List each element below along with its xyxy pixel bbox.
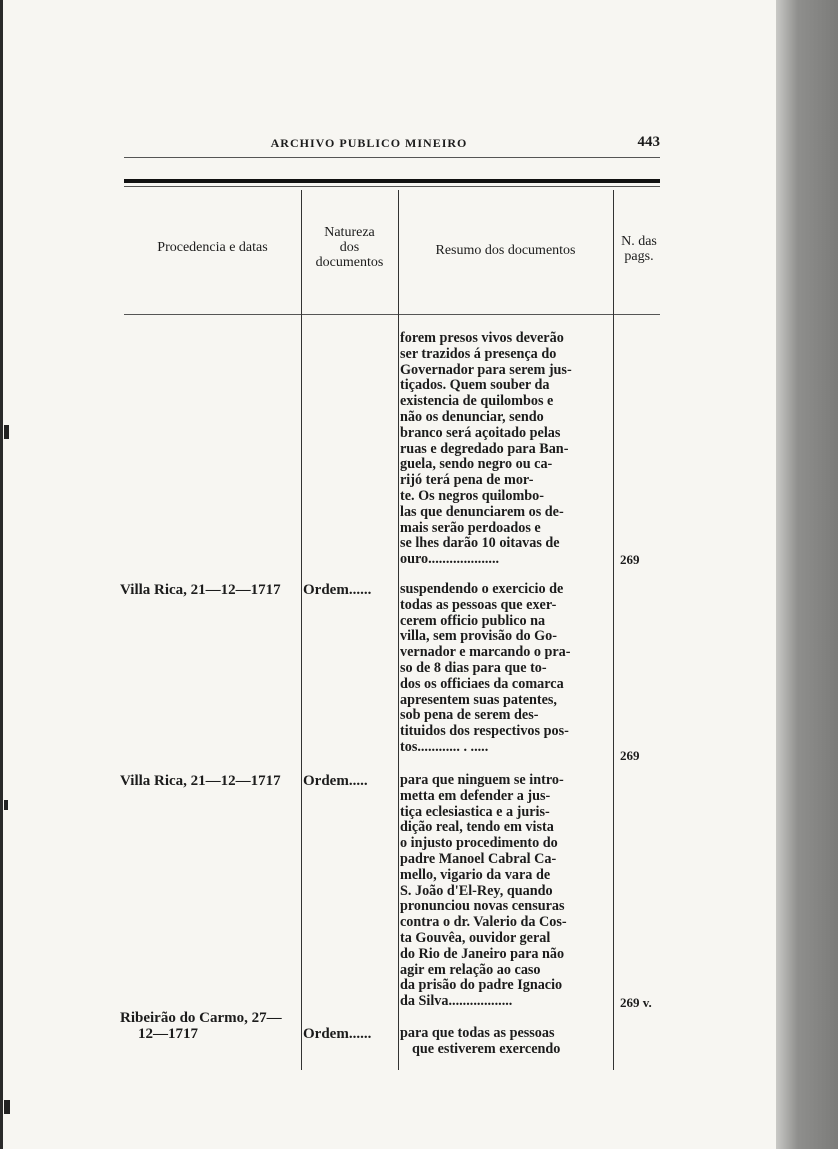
running-header [124, 136, 660, 156]
row-page: 269 [620, 552, 640, 567]
header-rule [124, 157, 660, 158]
row-natureza: Ordem..... [303, 773, 368, 789]
running-title: ARCHIVO PUBLICO MINEIRO [270, 136, 468, 150]
column-divider [613, 190, 614, 1070]
column-divider [398, 190, 399, 1070]
row-procedencia: Ribeirão do Carmo, 27— 12—1717 [120, 1010, 282, 1042]
table-top-rule-2 [124, 186, 660, 187]
row-natureza: Ordem...... [303, 1026, 372, 1042]
row-procedencia: Villa Rica, 21—12—1717 [120, 582, 281, 598]
margin-mark [4, 425, 9, 439]
column-header-natureza: Natureza dos documentos [315, 225, 384, 270]
binding-edge [0, 0, 3, 1149]
column-header-procedencia: Procedencia e datas [157, 240, 268, 255]
column-divider [301, 190, 302, 1070]
row-resumo: para que todas as pessoas que estiverem exercendo [400, 1026, 561, 1057]
table-header-rule [124, 314, 660, 315]
row-page: 269 [620, 748, 640, 763]
row-resumo: suspendendo o exercicio de todas as pessoas que exer- cerem officio publico na villa, sem provisão do Go- vernador e marcando o pra- so de 8 dias para que to- dos os officiaes da comarca apresentem suas patentes, sob pena de serem des- tituidos dos respectivos pos- tos............ . ..... [400, 582, 571, 755]
row-procedencia: Villa Rica, 21—12—1717 [120, 773, 281, 789]
column-header-paginas: N. das pags. [621, 234, 657, 264]
row-resumo: para que ninguem se intro- metta em defender a jus- tiça eclesiastica e a juris- dição real, tendo em vista o injusto procedimento do padre Manoel Cabral Ca- mello, vigario da vara de S. João d'El-Rey, quando pronunciou novas censuras contra o dr. Valerio da Cos- ta Gouvêa, ouvidor geral do Rio de Janeiro para não agir em relação ao caso da prisão do padre Ignacio da Silva.................. [400, 773, 567, 1010]
row-page: 269 v. [620, 995, 652, 1010]
row-natureza: Ordem...... [303, 582, 372, 598]
margin-mark [4, 1100, 10, 1114]
page-number: 443 [637, 134, 660, 150]
column-header-resumo: Resumo dos documentos [435, 243, 576, 258]
row-resumo: forem presos vivos deverão ser trazidos á presença do Governador para serem jus- tiçados. Quem souber da existencia de quilombos e não os denunciar, sendo branco será açoitado pelas ruas e degredado para Ban- guela, sendo negro ou ca- rijó terá pena de mor- te. Os negros quilombo- las que denunciarem os de- mais serão perdoados e se lhes darão 10 oitavas de ouro.................... [400, 331, 572, 568]
margin-mark [4, 800, 8, 810]
table-top-rule [124, 179, 660, 183]
page-edge-shadow [776, 0, 838, 1149]
